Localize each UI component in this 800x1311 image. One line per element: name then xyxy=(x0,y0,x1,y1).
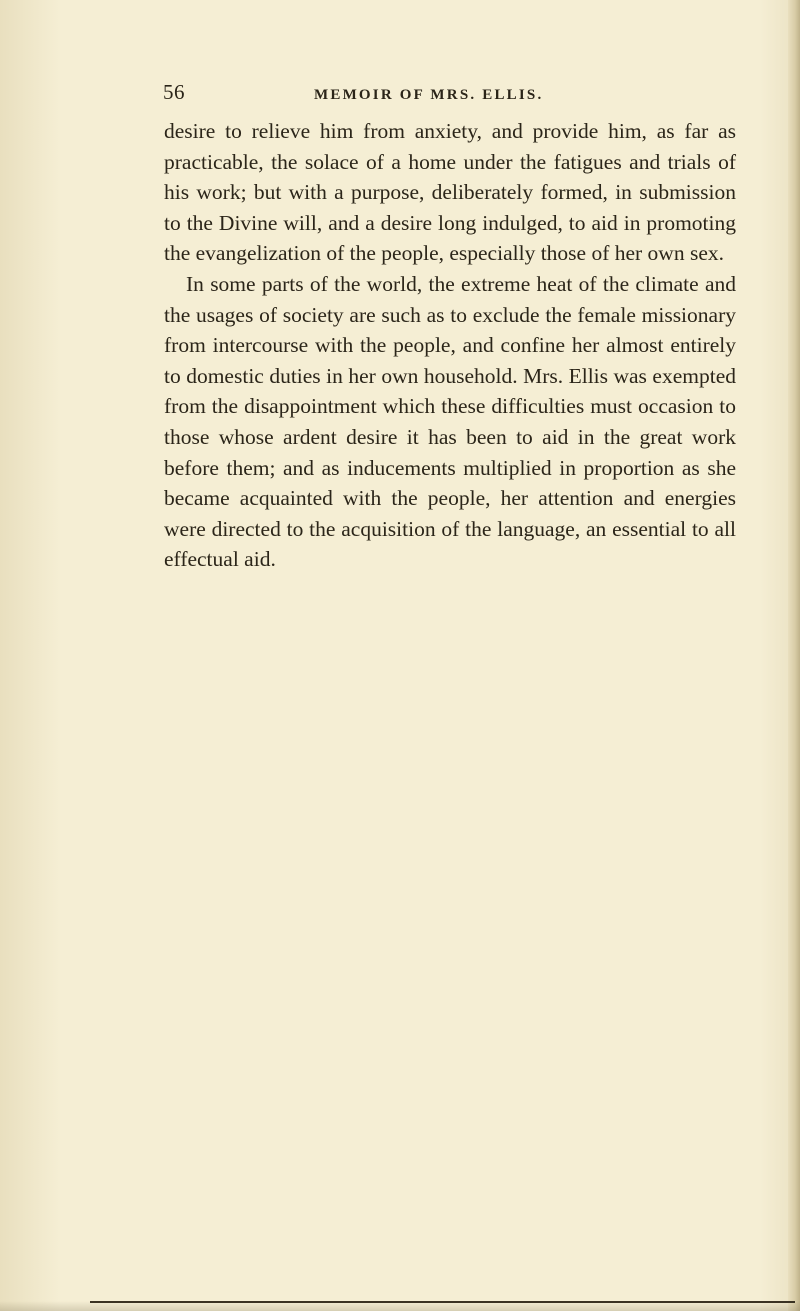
page-number: 56 xyxy=(163,80,185,104)
running-head: MEMOIR OF MRS. ELLIS. xyxy=(314,87,544,103)
page-edge xyxy=(788,0,800,1311)
paragraph: desire to relieve him from anxiety, and provide him, as far as practicable, the solace of a home under the fatigues and trials of his work; but with a purpose, deliberately formed, in submission to the Divine will, and a desire long indulged, to aid in promoting the evangelization of the people, especially those of her own sex. xyxy=(164,119,736,266)
paragraph: In some parts of the world, the extreme heat of the climate and the usages of society are such as to exclude the female missionary from intercourse with the people, and confine her almost entirely to domestic duties in her own household. Mrs. Ellis was exempted from the disappointment which these difficulties must occasion to those whose ardent desire it has been to aid in the great work before them; and as inducements multiplied in proportion as she became acquainted with the people, her attention and energies were directed to the acquisition of the language, an essential to all effectual aid. xyxy=(164,271,736,572)
bottom-rule xyxy=(90,1301,795,1303)
body-text xyxy=(164,116,736,575)
